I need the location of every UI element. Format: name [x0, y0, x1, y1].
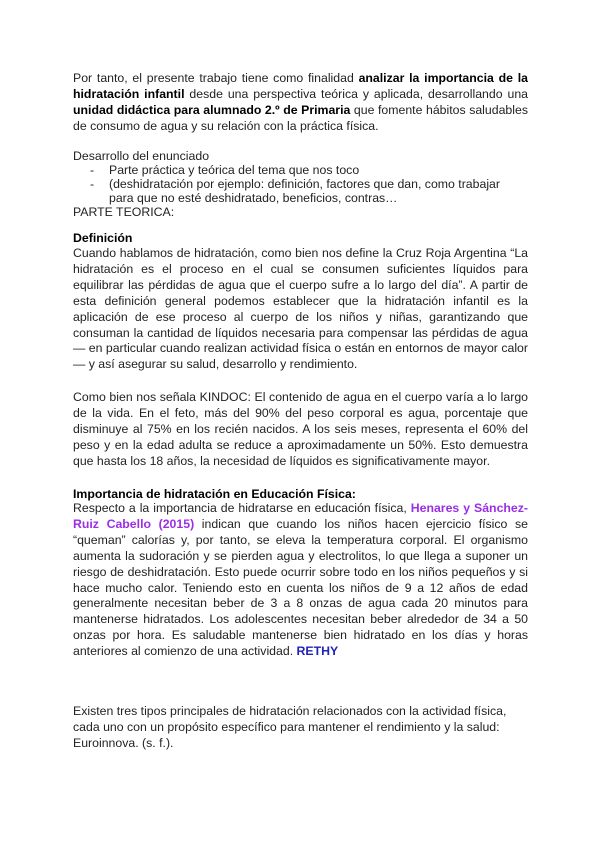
importancia-text-2: indican que cuando los niños hacen ejercicio físico se “queman” calorías y, por tanto, se eleva la temperatura corporal. El organismo aumenta la sudoración y se pierden agua y electrolitos, lo que llega a suponer un riesgo de deshidratación. Esto puede ocurrir sobre todo en los niños pequeños y si hace mucho calor. Teniendo esto en cuenta los niños de 9 a 12 años de edad generalmente necesitan beber de 3 a 8 onzas de agua cada 20 minutos para mantenerse hidratados. Los adolescentes necesitan beber alrededor de 34 a 50 onzas por hora. Es saludable mantenerse bien hidratado en los días y horas anteriores al comienzo de una actividad.: [73, 516, 529, 659]
tipos-line: cada uno con un propósito específico para mantener el rendimiento y la salud:: [73, 720, 500, 734]
outline-title: Desarrollo del enunciado: [73, 149, 210, 163]
intro-paragraph: [73, 71, 528, 135]
importancia-paragraph: [73, 501, 528, 660]
outline-item: - (deshidratación por ejemplo: definición, factores que dan, como trabajar para que no esté deshidratado, beneficios, contras…: [73, 177, 528, 205]
part-label: PARTE TEORICA:: [73, 205, 175, 219]
citation-henares: Henares y Sánchez-Ruiz Cabello (2015): [73, 501, 528, 531]
intro-text-1: Por tanto, el presente trabajo tiene como finalidad: [73, 71, 359, 85]
kindoc-paragraph: Como bien nos señala KINDOC: El contenido de agua en el cuerpo varía a lo largo de la vida. En el feto, más del 90% del peso corporal es agua, porcentaje que disminuye al 75% en los recién nacidos. A los seis meses, representa el 60% del peso y en la edad adulta se reduce a aproximadamente un 50%. Esto demuestra que hasta los 18 años, la necesidad de líquidos es significativamente mayor.: [73, 390, 528, 468]
intro-bold-1: analizar la importancia de la hidratación infantil: [73, 71, 528, 101]
intro-bold-2: unidad didáctica para alumnado 2.º de Primaria: [73, 102, 351, 117]
outline-item: - Parte práctica y teórica del tema que nos toco: [73, 163, 528, 177]
importancia-text-1: Respecto a la importancia de hidratarse en educación física,: [73, 501, 411, 515]
definicion-heading: Definición: [73, 231, 133, 245]
intro-text-3: que fomente hábitos saludables de consumo de agua y su relación con la práctica física.: [73, 102, 528, 133]
tipos-line: Euroinnova. (s. f.).: [73, 736, 174, 750]
citation-rethy: RETHY: [296, 644, 339, 659]
outline-list: [73, 163, 528, 205]
intro-text-2: desde una perspectiva teórica y aplicada, desarrollando una: [184, 86, 528, 101]
importancia-heading: Importancia de hidratación en Educación Física:: [73, 487, 356, 501]
definicion-paragraph: Cuando hablamos de hidratación, como bien nos define la Cruz Roja Argentina “La hidratación es el proceso en el cual se consumen suficientes líquidos para equilibrar las pérdidas de agua que el cuerpo sufre a lo largo del día”. A partir de esta definición general podemos establecer que la hidratación infantil es la aplicación de ese proceso al cuerpo de los niños y niñas, garantizando que consuman la cantidad de líquidos necesaria para compensar las pérdidas de agua — en particular cuando realizan actividad física o están en entornos de mayor calor — y así asegurar su salud, desarrollo y rendimiento.: [73, 246, 528, 372]
tipos-line: Existen tres tipos principales de hidratación relacionados con la actividad física,: [73, 704, 507, 718]
